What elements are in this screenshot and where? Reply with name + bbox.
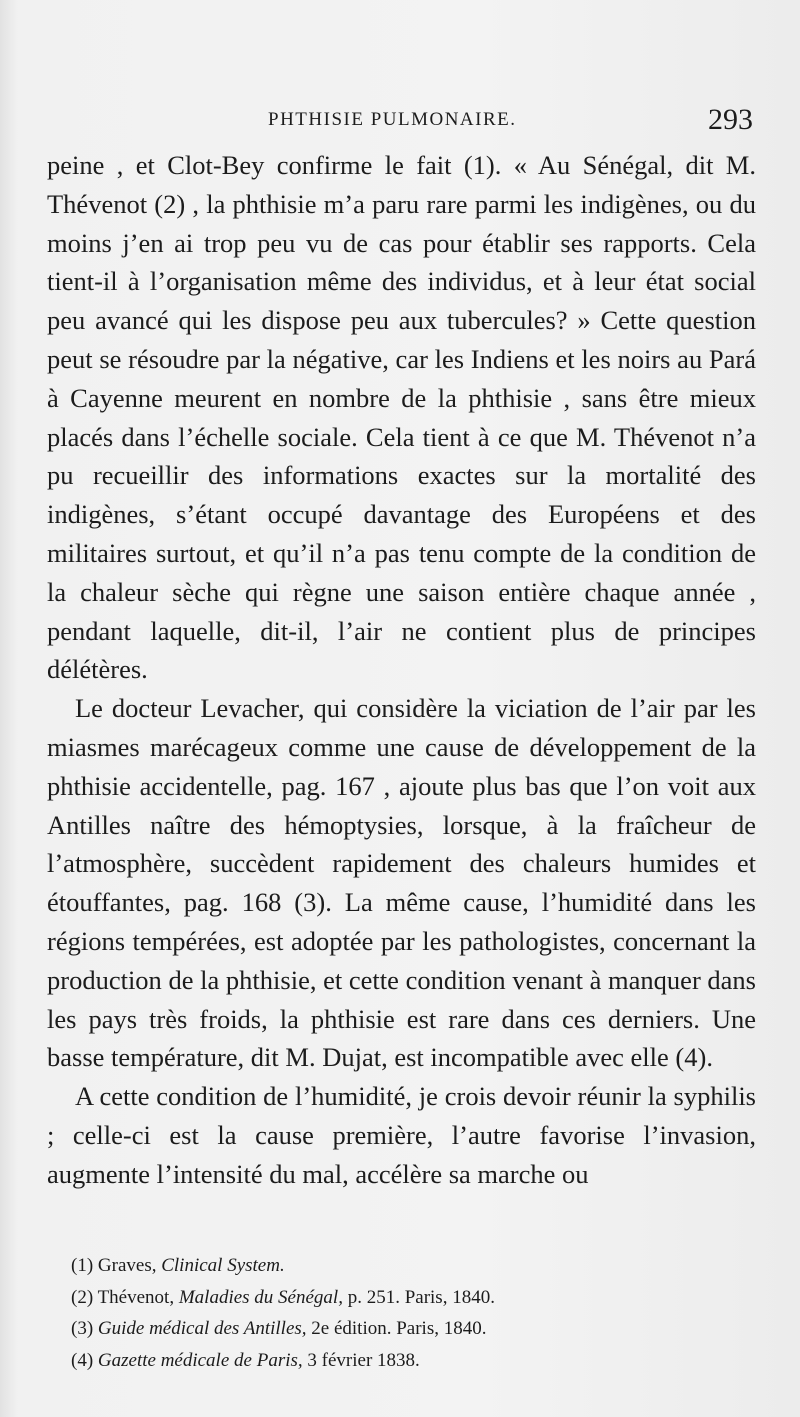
footnote-title: Gazette médicale de Paris,: [97, 1349, 303, 1371]
footnote-rest: 3 février 1838.: [302, 1349, 420, 1371]
footnote-number: (3): [71, 1318, 94, 1339]
footnote: [71, 1345, 751, 1377]
page-number: 293: [708, 103, 753, 136]
footnote: [71, 1250, 751, 1282]
paragraph: Le docteur Levacher, qui considère la viciation de l’air par les miasmes marécageux comme une cause de développement de la phthisie accidentelle, pag. 167 , ajoute plus bas que l’on voit aux Antilles naître des hémoptysies, lorsque, à la fraîcheur de l’atmosphère, succèdent rapidement des chaleurs humides et étouffantes, pag. 168 (3). La même cause, l’humidité dans les régions tempérées, est adoptée par les pathologistes, concernant la production de la phthisie, et cette condition venant à manquer dans les pays très froids, la phthisie est rare dans ces derniers. Une basse température, dit M. Dujat, est incompatible avec elle (4).: [47, 693, 756, 1073]
footnote: [71, 1313, 751, 1345]
running-head: PHTHISIE PULMONAIRE.: [268, 109, 517, 130]
footnotes: [71, 1250, 751, 1376]
footnote-title: Maladies du Sénégal,: [178, 1286, 343, 1308]
footnote-number: (4): [71, 1349, 94, 1371]
footnote-number: (1): [71, 1255, 94, 1276]
footnote-text: Graves,: [97, 1255, 162, 1276]
paragraph: peine , et Clot-Bey confirme le fait (1). « Au Sénégal, dit M. Thévenot (2) , la phthisie m’a paru rare parmi les indigènes, ou du moins j’en ai trop peu vu de cas pour établir ses rapports. Cela tient-il à l’organisation même des individus, et à leur état social peu avancé qui les dispose peu aux tubercules? » Cette question peut se résoudre par la négative, car les Indiens et les noirs au Pará à Cayenne meurent en nombre de la phthisie , sans être mieux placés dans l’échelle sociale. Cela tient à ce que M. Thévenot n’a pu recueillir des informations exactes sur la mortalité des indigènes, s’étant occupé davantage des Européens et des militaires surtout, et qu’il n’a pas tenu compte de la condition de la chaleur sèche qui règne une saison entière chaque année , pendant laquelle, dit-il, l’air ne contient plus de principes délétères.: [47, 150, 756, 685]
footnote-text: Thévenot,: [97, 1286, 179, 1308]
footnote-rest: 2e édition. Paris, 1840.: [306, 1318, 487, 1339]
footnote-number: (2): [71, 1286, 94, 1308]
body-text: [47, 146, 756, 1194]
footnote: [71, 1282, 751, 1314]
paragraph: A cette condition de l’humidité, je crois devoir réunir la syphilis ; celle-ci est la cause première, l’autre favorise l’invasion, augmente l’intensité du mal, accélère sa marche ou: [47, 1081, 756, 1189]
footnote-title: Guide médical des Antilles,: [97, 1318, 307, 1339]
page-header: [0, 103, 800, 143]
footnote-title: Clinical System.: [161, 1255, 285, 1276]
footnote-rest: p. 251. Paris, 1840.: [342, 1286, 495, 1308]
